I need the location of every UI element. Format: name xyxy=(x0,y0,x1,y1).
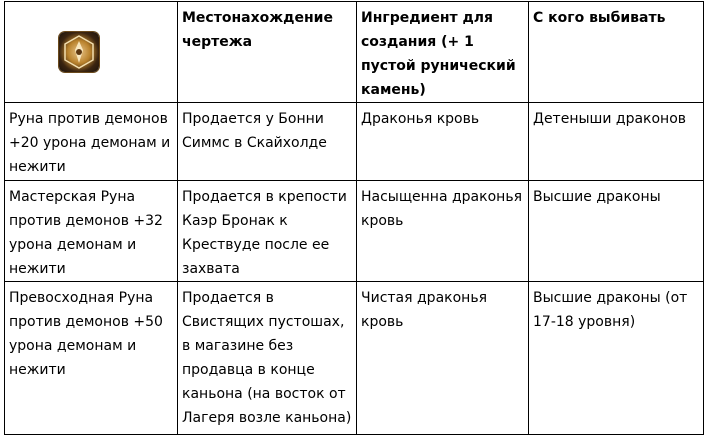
rune-name: Превосходная Руна против демонов +50 урона демонам и нежити xyxy=(5,282,178,435)
drop-source: Высшие драконы (от 17-18 уровня) xyxy=(529,282,704,435)
ingredient: Насыщенна драконья кровь xyxy=(357,181,529,282)
runes-table xyxy=(4,1,704,435)
rune-icon xyxy=(59,32,99,72)
header-ingredient: Ингредиент для создания (+ 1 пустой рунический камень) xyxy=(357,2,529,103)
drop-source: Детеныши драконов xyxy=(529,103,704,181)
table-row xyxy=(5,181,704,282)
rune-name: Руна против демонов +20 урона демонам и нежити xyxy=(5,103,178,181)
blueprint-location: Продается в Свистящих пустошах, в магазине без продавца в конце каньона (на восток от Лагеря возле каньона) xyxy=(178,282,357,435)
rune-name: Мастерская Руна против демонов +32 урона демонам и нежити xyxy=(5,181,178,282)
header-drop-source: С кого выбивать xyxy=(529,2,704,103)
drop-source: Высшие драконы xyxy=(529,181,704,282)
ingredient: Драконья кровь xyxy=(357,103,529,181)
header-blueprint-location: Местонахождение чертежа xyxy=(178,2,357,103)
table-row xyxy=(5,282,704,435)
blueprint-location: Продается у Бонни Симмс в Скайхолде xyxy=(178,103,357,181)
blueprint-location: Продается в крепости Каэр Бронак к Крествуде после ее захвата xyxy=(178,181,357,282)
table-header-row xyxy=(5,2,704,103)
ingredient: Чистая драконья кровь xyxy=(357,282,529,435)
header-icon-cell xyxy=(5,2,178,103)
table-row xyxy=(5,103,704,181)
